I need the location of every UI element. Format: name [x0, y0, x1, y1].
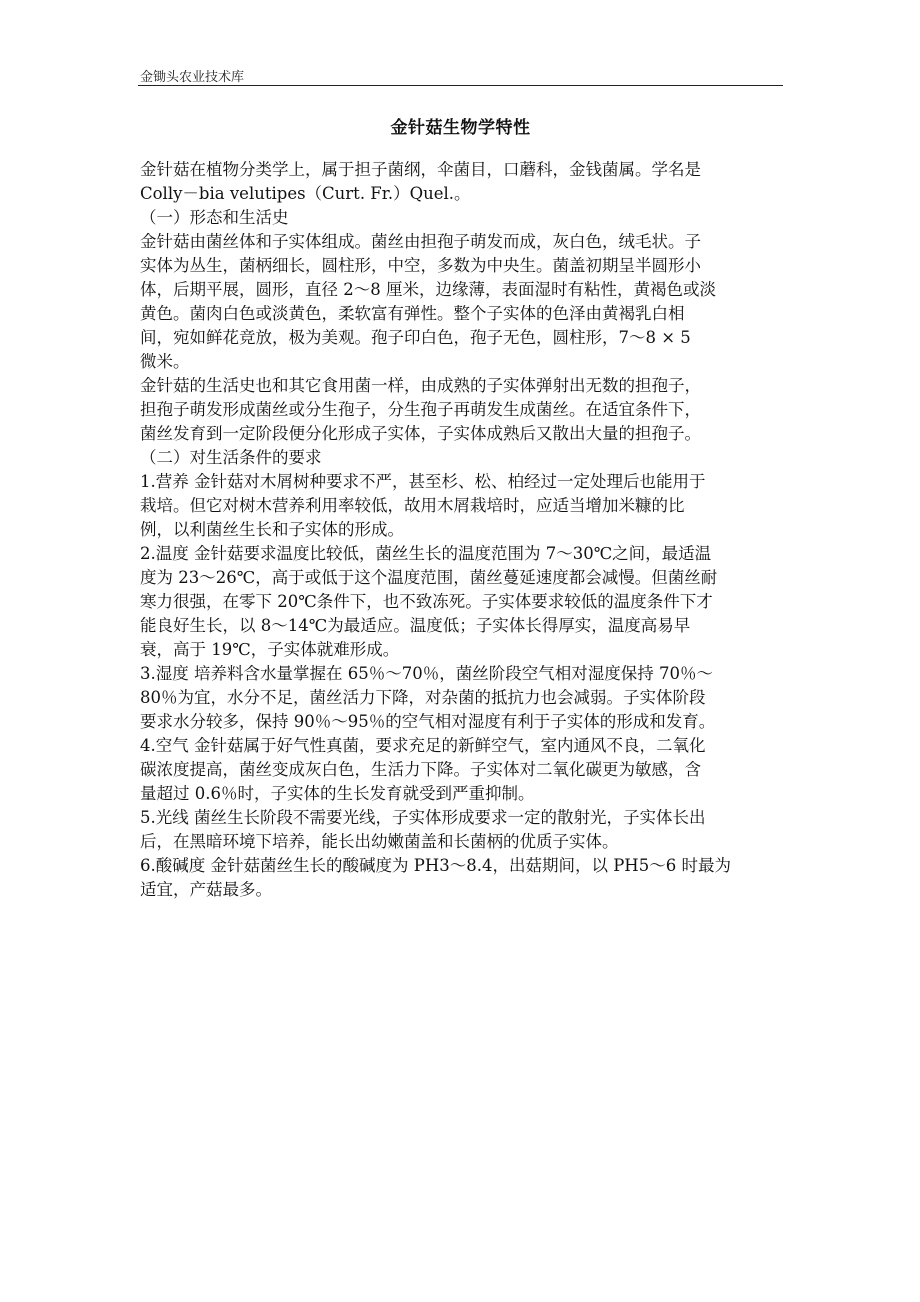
body-line: 菌丝发育到一定阶段便分化形成子实体，子实体成熟后又散出大量的担孢子。	[140, 424, 701, 443]
body-line: 寒力很强，在零下 20℃条件下，也不致冻死。子实体要求较低的温度条件下才	[140, 592, 713, 611]
body-line: 度为 23～26℃，高于或低于这个温度范围，菌丝蔓延速度都会减慢。但菌丝耐	[140, 568, 718, 587]
body-line: 衰，高于 19℃，子实体就难形成。	[140, 640, 400, 659]
body-line: 碳浓度提高，菌丝变成灰白色，生活力下降。子实体对二氧化碳更为敏感，含	[140, 760, 701, 779]
body-line: Colly－bia velutipes（Curt. Fr.）Quel.。	[140, 184, 471, 203]
body-line: （一）形态和生活史	[140, 208, 289, 227]
body-line: 5.光线 菌丝生长阶段不需要光线，子实体形成要求一定的散射光，子实体长出	[140, 808, 706, 827]
document-body	[140, 158, 785, 902]
body-line: 能良好生长，以 8～14℃为最适应。温度低；子实体长得厚实，温度高易早	[140, 616, 691, 635]
document-title: 金针菇生物学特性	[390, 118, 531, 138]
body-line: 2.温度 金针菇要求温度比较低，菌丝生长的温度范围为 7～30℃之间，最适温	[140, 544, 712, 563]
body-line: 间，宛如鲜花竞放，极为美观。孢子印白色，孢子无色，圆柱形，7～8 × 5	[140, 328, 691, 347]
body-line: 实体为丛生，菌柄细长，圆柱形，中空，多数为中央生。菌盖初期呈半圆形小	[140, 256, 701, 275]
body-line: 金针菇的生活史也和其它食用菌一样，由成熟的子实体弹射出无数的担孢子，	[140, 376, 701, 395]
body-line: 要求水分较多，保持 90％～95％的空气相对湿度有利于子实体的形成和发育。	[140, 712, 716, 731]
body-line: 例，以利菌丝生长和子实体的形成。	[140, 520, 404, 539]
body-line: （二）对生活条件的要求	[140, 448, 322, 467]
body-line: 适宜，产菇最多。	[140, 880, 272, 899]
body-line: 体，后期平展，圆形，直径 2～8 厘米，边缘薄，表面湿时有粘性，黄褐色或淡	[140, 280, 716, 299]
body-line: 微米。	[140, 352, 190, 371]
body-line: 6.酸碱度 金针菇菌丝生长的酸碱度为 PH3～8.4，出菇期间，以 PH5～6 时最为	[140, 856, 731, 875]
body-line: 黄色。菌肉白色或淡黄色，柔软富有弹性。整个子实体的色泽由黄褐乳白相	[140, 304, 685, 323]
body-line: 担孢子萌发形成菌丝或分生孢子，分生孢子再萌发生成菌丝。在适宜条件下，	[140, 400, 701, 419]
body-line: 4.空气 金针菇属于好气性真菌，要求充足的新鲜空气，室内通风不良，二氧化	[140, 736, 706, 755]
body-line: 金针菇在植物分类学上，属于担子菌纲，伞菌目，口蘑科，金钱菌属。学名是	[140, 160, 701, 179]
page-header	[138, 62, 783, 86]
body-line: 金针菇由菌丝体和子实体组成。菌丝由担孢子萌发而成，灰白色，绒毛状。子	[140, 232, 701, 251]
body-line: 80％为宜，水分不足，菌丝活力下降，对杂菌的抵抗力也会减弱。子实体阶段	[140, 688, 706, 707]
header-text: 金锄头农业技术库	[140, 70, 245, 85]
body-line: 3.湿度 培养料含水量掌握在 65％～70％，菌丝阶段空气相对湿度保持 70％～	[140, 664, 713, 683]
body-line: 栽培。但它对树木营养利用率较低，故用木屑栽培时，应适当增加米糠的比	[140, 496, 685, 515]
body-line: 量超过 0.6％时，子实体的生长发育就受到严重抑制。	[140, 784, 535, 803]
body-line: 后，在黑暗环境下培养，能长出幼嫩菌盖和长菌柄的优质子实体。	[140, 832, 619, 851]
body-line: 1.营养 金针菇对木屑树种要求不严，甚至杉、松、柏经过一定处理后也能用于	[140, 472, 706, 491]
